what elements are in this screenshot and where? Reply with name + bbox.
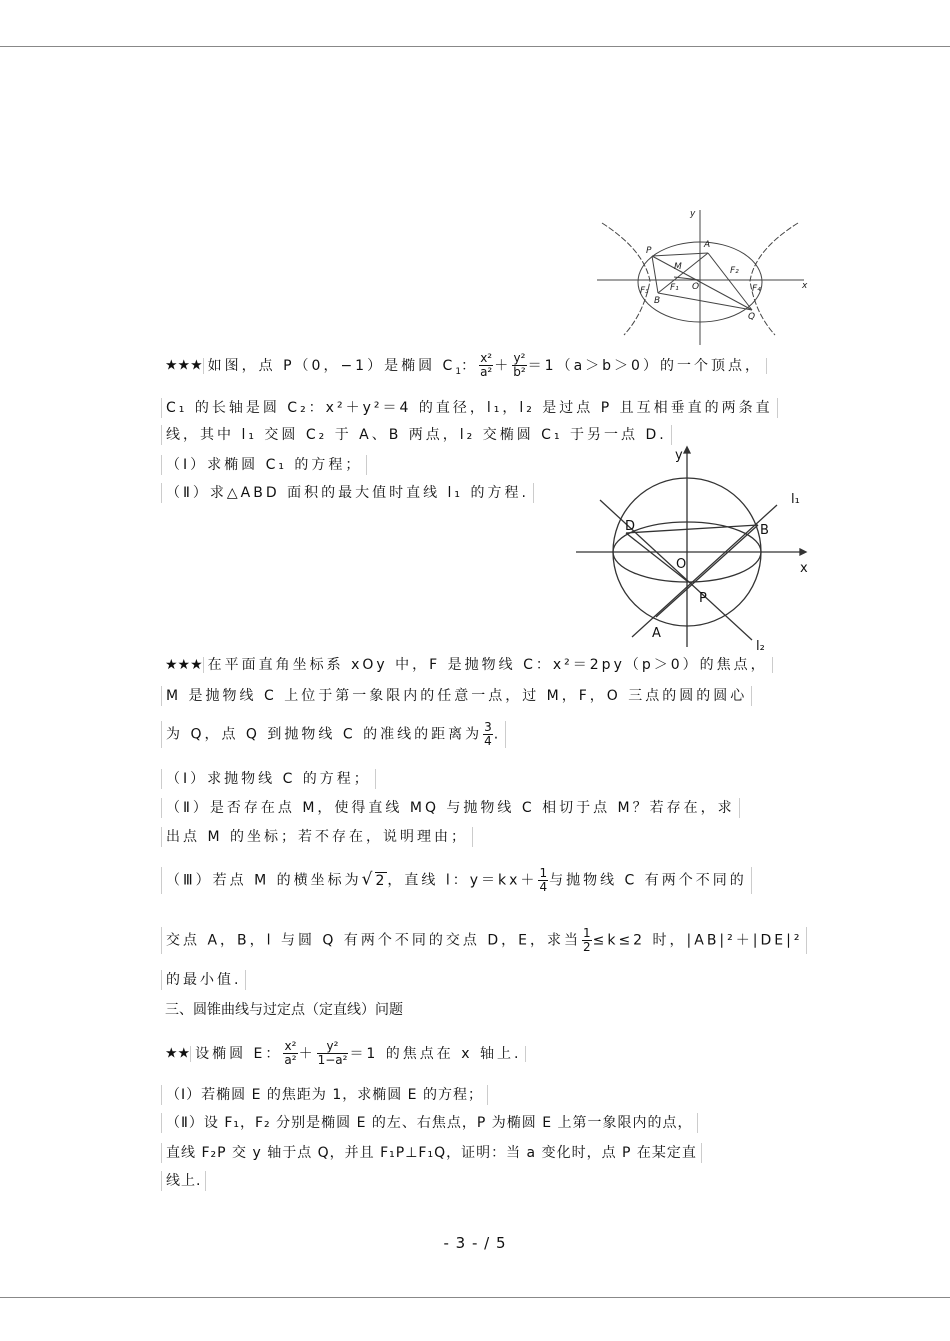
page-number: - 3 - / 5 bbox=[443, 1234, 507, 1252]
fig1-label-f1: F₁ bbox=[670, 283, 679, 293]
p3-frac-x: $\frac{\text{x²}}{\text{a²}}$ bbox=[284, 1039, 297, 1067]
fig2-label-o: O bbox=[676, 557, 687, 572]
fig1-label-f4: F₄ bbox=[752, 284, 761, 294]
p2-q3-text-b: ，直线 l：y＝kx＋ bbox=[387, 872, 538, 889]
fig1-label-p: P bbox=[646, 246, 652, 256]
p1-question2: （Ⅱ）求△ABD 面积的最大值时直线 l₁ 的方程. bbox=[161, 483, 534, 503]
difficulty-stars: ★★★ bbox=[165, 357, 203, 374]
fig2-label-b: B bbox=[760, 523, 769, 538]
sqrt-sign: √ bbox=[361, 869, 376, 890]
p1-line2: C₁ 的长轴是圆 C₂：x²＋y²＝4 的直径，l₁，l₂ 是过点 P 且互相垂直的两条直 bbox=[161, 398, 778, 418]
p1-frac-y: $\frac{\text{y²}}{\text{b²}}$ bbox=[513, 351, 526, 379]
p2-period: . bbox=[493, 726, 502, 743]
p1-question1: （Ⅰ）求椭圆 C₁ 的方程； bbox=[161, 455, 367, 475]
p2-line1 bbox=[165, 655, 773, 675]
p2-question3-cont bbox=[161, 927, 807, 954]
fig2-label-a: A bbox=[652, 626, 661, 641]
p2-frac-1-2: $\frac{1}{2}$ bbox=[582, 926, 591, 954]
fig2-label-x: x bbox=[800, 561, 808, 576]
p2-question2b: 出点 M 的坐标；若不存在，说明理由； bbox=[161, 827, 473, 847]
difficulty-stars: ★★ bbox=[165, 1045, 191, 1062]
p2-question3 bbox=[161, 867, 752, 894]
p1-text-a: 如图，点 P（0，−1）是椭圆 C bbox=[207, 357, 456, 374]
p1-line1 bbox=[165, 352, 767, 381]
p3-frac-y: $\frac{\text{y²}}{\text{1−a²}}$ bbox=[317, 1039, 348, 1067]
figure-ellipse-hyperbola bbox=[592, 205, 812, 350]
p2-question1: （Ⅰ）求抛物线 C 的方程； bbox=[161, 769, 376, 789]
fig2-label-d: D bbox=[625, 519, 636, 534]
top-rule bbox=[0, 46, 950, 47]
fig1-label-x: x bbox=[802, 281, 808, 291]
p1-plus: ＋ bbox=[494, 357, 512, 374]
sqrt-radicand: 2 bbox=[375, 872, 388, 889]
fig1-label-b: B bbox=[654, 296, 661, 306]
fig2-label-l2: l₂ bbox=[756, 639, 765, 654]
p2-question3-end: 的最小值. bbox=[161, 970, 246, 990]
section-heading: 三、圆锥曲线与过定点（定直线）问题 bbox=[165, 1002, 403, 1018]
p3-text-a: 设椭圆 E： bbox=[195, 1045, 283, 1062]
p2-text1: 在平面直角坐标系 xOy 中，F 是抛物线 C：x²＝2py（p＞0）的焦点， bbox=[203, 657, 773, 673]
p2-frac-1-4: $\frac{1}{4}$ bbox=[539, 866, 548, 894]
p3-question1: （Ⅰ）若椭圆 E 的焦距为 1，求椭圆 E 的方程； bbox=[161, 1085, 488, 1105]
fig1-label-f3: F₃ bbox=[640, 286, 649, 296]
p3-question2a: （Ⅱ）设 F₁，F₂ 分别是椭圆 E 的左、右焦点，P 为椭圆 E 上第一象限内的点， bbox=[161, 1113, 698, 1133]
p2-frac-3-4: $\frac{3}{4}$ bbox=[484, 720, 492, 748]
p1-line3: 线，其中 l₁ 交圆 C₂ 于 A、B 两点，l₂ 交椭圆 C₁ 于另一点 D. bbox=[161, 425, 672, 445]
p2-q4-text-b: ≤k≤2 时，|AB|²＋|DE|² bbox=[592, 932, 803, 949]
p1-sub: 1 bbox=[455, 366, 462, 377]
fig2-label-y: y bbox=[675, 448, 683, 463]
p1-frac-x: $\frac{\text{x²}}{\text{a²}}$ bbox=[480, 351, 493, 379]
p1-text-d: ＝1（a＞b＞0）的一个顶点， bbox=[527, 357, 762, 374]
fig1-label-o: O bbox=[692, 282, 700, 292]
bottom-rule bbox=[0, 1297, 950, 1298]
p3-line1 bbox=[165, 1040, 526, 1067]
difficulty-stars: ★★★ bbox=[165, 657, 203, 673]
p3-plus: ＋ bbox=[298, 1045, 316, 1062]
p3-question2c: 线上. bbox=[161, 1171, 206, 1191]
fig1-label-m: M bbox=[674, 262, 682, 272]
p2-line3 bbox=[161, 721, 506, 748]
fig2-label-p: P bbox=[699, 591, 707, 606]
p3-text-b: ＝1 的焦点在 x 轴上. bbox=[349, 1045, 522, 1062]
p2-q3-text-a: （Ⅲ）若点 M 的横坐标为 bbox=[166, 872, 362, 889]
p1-colon: ： bbox=[461, 357, 479, 374]
p2-q3-text-c: 与抛物线 C 有两个不同的 bbox=[549, 872, 747, 889]
p2-question2a: （Ⅱ）是否存在点 M，使得直线 MQ 与抛物线 C 相切于点 M？若存在，求 bbox=[161, 798, 740, 818]
p2-text3a: 为 Q，点 Q 到抛物线 C 的准线的距离为 bbox=[166, 726, 483, 743]
fig1-label-y: y bbox=[690, 209, 696, 219]
p3-question2b: 直线 F₂P 交 y 轴于点 Q，并且 F₁P⊥F₁Q，证明：当 a 变化时，点 P 在某定直 bbox=[161, 1143, 702, 1163]
figure-circle-ellipse bbox=[572, 445, 817, 655]
fig1-label-a: A bbox=[704, 240, 711, 250]
fig1-label-f2: F₂ bbox=[730, 266, 739, 276]
fig1-label-q: Q bbox=[748, 312, 756, 322]
p2-line2: M 是抛物线 C 上位于第一象限内的任意一点，过 M，F，O 三点的圆的圆心 bbox=[161, 686, 752, 706]
fig2-label-l1: l₁ bbox=[791, 492, 800, 507]
p2-q4-text-a: 交点 A，B，l 与圆 Q 有两个不同的交点 D，E，求当 bbox=[166, 932, 581, 949]
